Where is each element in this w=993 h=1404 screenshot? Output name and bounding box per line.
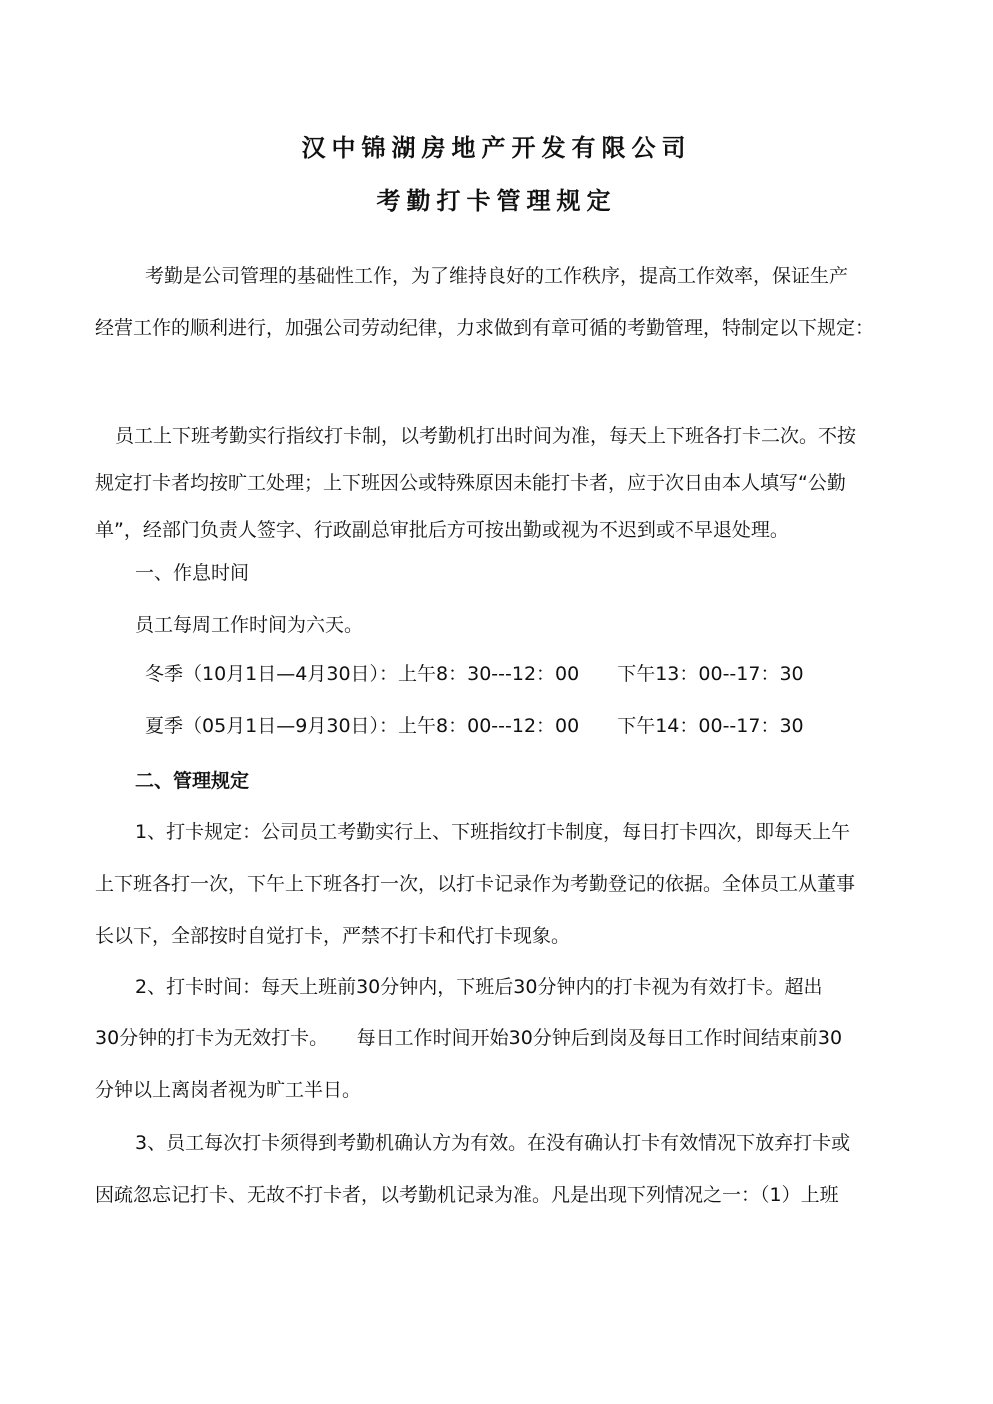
section1-heading: 一、作息时间	[135, 562, 250, 584]
work-days-text: 员工每周工作时间为六天。	[135, 614, 364, 636]
general-line-2: 规定打卡者均按旷工处理；上下班因公或特殊原因未能打卡者，应于次日由本人填写“公勤	[95, 472, 846, 494]
general-line-1: 员工上下班考勤实行指纹打卡制，以考勤机打出时间为准，每天上下班各打卡二次。不按	[115, 425, 857, 447]
rule1-line-1: 1、打卡规定：公司员工考勤实行上、下班指纹打卡制度，每日打卡四次，即每天上午	[135, 821, 851, 843]
rule2-line-2: 30分钟的打卡为无效打卡。 每日工作时间开始30分钟后到岗及每日工作时间结束前30	[95, 1027, 843, 1049]
company-title: 汉中锦湖房地产开发有限公司	[301, 133, 692, 162]
document-title: 考勤打卡管理规定	[376, 186, 617, 215]
section2-heading: 二、管理规定	[135, 770, 250, 792]
rule3-line-2: 因疏忽忘记打卡、无故不打卡者，以考勤机记录为准。凡是出现下列情况之一：（1）上班	[95, 1184, 839, 1206]
rule2-line-1: 2、打卡时间：每天上班前30分钟内，下班后30分钟内的打卡视为有效打卡。超出	[135, 976, 823, 998]
rule1-line-3: 长以下，全部按时自觉打卡，严禁不打卡和代打卡现象。	[95, 925, 571, 947]
summer-schedule: 夏季（05月1日—9月30日）：上午8：00---12：00 下午14：00--17：30	[145, 715, 804, 737]
general-line-3: 单”，经部门负责人签字、行政副总审批后方可按出勤或视为不迟到或不早退处理。	[95, 519, 789, 541]
rule2-line-3: 分钟以上离岗者视为旷工半日。	[95, 1079, 362, 1101]
rule3-line-1: 3、员工每次打卡须得到考勤机确认方为有效。在没有确认打卡有效情况下放弃打卡或	[135, 1132, 851, 1154]
winter-schedule: 冬季（10月1日—4月30日）：上午8：30---12：00 下午13：00--17：30	[145, 663, 804, 685]
intro-line-2: 经营工作的顺利进行，加强公司劳动纪律，力求做到有章可循的考勤管理，特制定以下规定：	[95, 317, 875, 339]
intro-line-1: 考勤是公司管理的基础性工作，为了维持良好的工作秩序，提高工作效率，保证生产	[145, 265, 849, 287]
rule1-line-2: 上下班各打一次，下午上下班各打一次，以打卡记录作为考勤登记的依据。全体员工从董事	[95, 873, 856, 895]
